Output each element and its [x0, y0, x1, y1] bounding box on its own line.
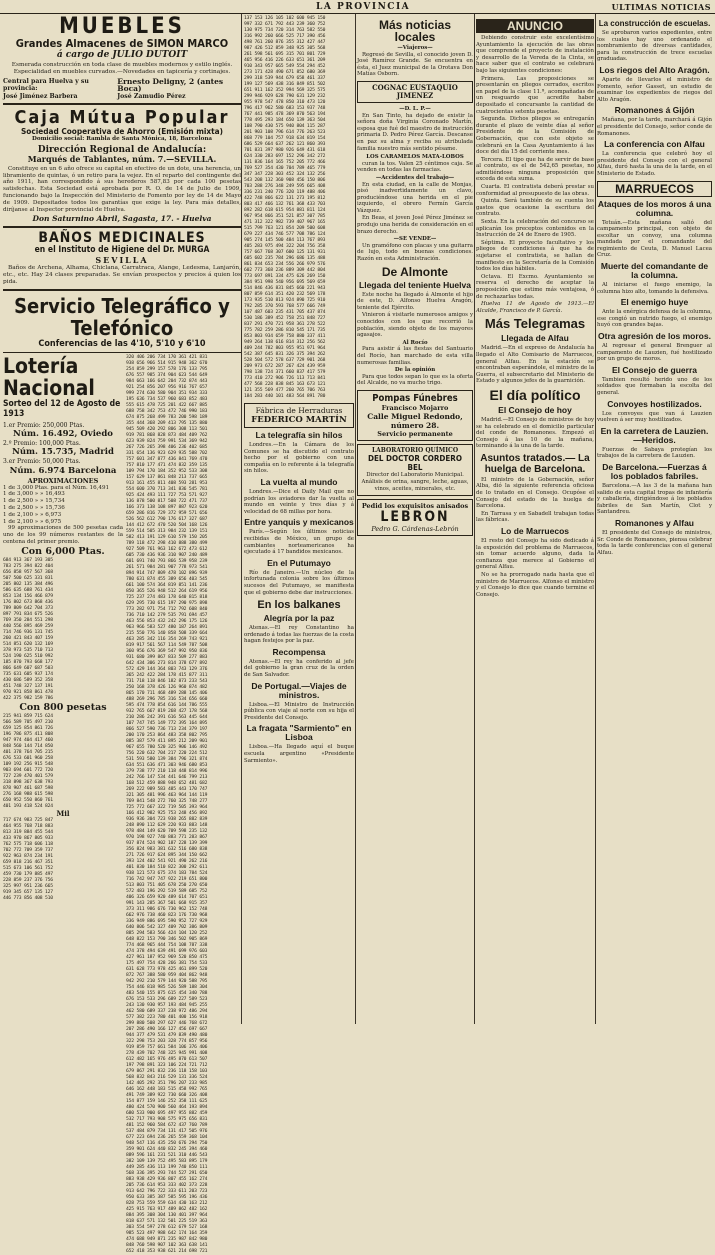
ad-muebles-right: Ernesto Deligny, 2 (antes Boca): [117, 76, 224, 94]
column-rule: [474, 14, 475, 1024]
column-3: Más noticias locales —Viajeros— Regresó de Sevilla, el conocido joven D. José Ramírez Grande. Se encuentra en ésta, el Juez municipal de la Orotava Don Matías Osborn. COGNAC EUSTAQUIO JIMENEZ —D. L. P.— En San Tinto, ha dejado de existir la señora doña Virginia Coronado Martín, esposa que fué del maestro de instrucción primaria D. Pedro Pérez García. Descanse en paz su alma y reciba su atribulada familia nuestro más sentido pésame. LOS CARAMELOS MATA-LOBOS curan la tos. Valen 25 céntimos caja. Se venden en todas las farmacias. —Accidentes del trabajo— En esta ciudad, en la calle de Monjas, pisó inadvertidamente un clavo, produciéndose una herida en el pie izquierdo, el obrero Fermín García Vázquez. En Beas, el joven José Pérez Jiménez se produjo una herida de consideración en el brazo derecho. —SE VENDE— Un gramófono con placas y una guitarra de lujo, todo en buenas condiciones. Razón en esta Administración. De Almonte Llegada del teniente Huelva Este noche ha llegado á Almonte el hijo de este, D. Alfonso Huelva Aragón, teniente del Ejército. Vinieron á visitarle numerosos amigos y conocidos con los que recorrió la población, siendo objeto de los mayores agasajos. Al Rocío Para asistir á las fiestas del Santuario del Rocío, han marchado de esta villa numerosas familias. De la opinión Para que todos sepan lo que es la oferta del Alcalde, no va mucho trigo. Pompas Fúnebres Francisco Mojarro Calle Miguel Redondo, número 28. Servicio permanente LABORATORIO QUÍMICO DEL DOCTOR CORDERO BEL Director del Laboratorio Municipal. Análisis de orina, sangre, leche, aguas, vinos, aceites, minerales, etc. Pedid los exquisitos anisados LEBRON Pedro G. Cárdenas-Lebrón: [357, 16, 473, 1020]
prize-3-number: Núm. 6.974 Barcelona: [9, 465, 117, 476]
approx-row: 1 de 3,000 Ptas. para el Núm. 16,491: [3, 484, 110, 491]
h-telegrafia: La telegrafía sin hilos: [255, 430, 343, 440]
approx-row: 1 de 2,100 » » 6,975: [3, 518, 62, 525]
ad-herraduras-title: Fábrica de Herraduras: [255, 406, 343, 415]
list-mil: 717 674 983 725 847 464 955 768 718 883 813 319 884 455 544 433 970 867 805 933 762 575 718 606 118 702 772 709 359 737 922 963 874 234 191 659 818 216 467 351 515 673 106 561 752 459 730 179 885 497 228 859 237 376 756 325 997 951 236 665 919 345 657 135 127 446 773 856 408 510: [3, 818, 53, 902]
column-rule: [595, 14, 596, 1024]
approx-row: 1 de 2,500 » » 15,736: [3, 504, 65, 511]
h-riegos: Los riegos del Alto Aragón.: [599, 64, 710, 75]
prize-3-label: 3.er Premio: 50,000 Ptas.: [3, 458, 81, 466]
ad-funebres-name: Francisco Mojarro: [381, 403, 449, 412]
approx-row: 1 de 2,500 » » 15,734: [3, 498, 65, 505]
ad-muebles-title: MUEBLES: [59, 14, 185, 39]
h-llegada-alfau: Llegada de Alfau: [501, 333, 569, 344]
loteria-draw: Sorteo del 12 de Agosto de 1913: [3, 398, 121, 419]
h-sarmiento: La fragata "Sarmiento" en Lisboa: [246, 723, 352, 743]
h-opinion: De la opinión: [394, 367, 436, 374]
h-mas-noticias: Más noticias locales: [378, 18, 452, 44]
h-yanquis: Entre yanquis y mexicanos: [244, 517, 354, 528]
h-marruecos-section: MARRUECOS: [597, 181, 712, 197]
prize-1-number: Núm. 16.492, Oviedo: [13, 429, 113, 440]
h-barcelona: De Barcelona.—Fuerzas á los poblados fabriles.: [602, 461, 707, 481]
ad-lebron-title: LEBRON: [380, 509, 450, 526]
masthead-title: LA PROVINCIA: [316, 2, 411, 12]
h-almonte: De Almonte: [381, 264, 449, 279]
h-dlp: —D. L. P.—: [399, 105, 431, 112]
ad-caja-sign: Don Saturnino Abril, Sagasta, 17. - Huelva: [32, 213, 212, 223]
h-ataques: Ataques de los moros á una columna.: [597, 198, 712, 218]
ad-muebles: [3, 16, 241, 100]
h-llegada-huelva: Llegada del teniente Huelva: [359, 279, 471, 290]
lottery-numbers-top: 137 153 126 105 102 600 945 150 997 332 671 792 443 239 360 752 130 975 734 720 314 763 582 550 316 992 260 666 525 717 390 456 498 761 260 876 355 312 427 447 987 426 512 859 348 925 305 568 261 598 561 695 315 701 801 729 465 956 416 226 633 651 361 209 910 343 957 665 549 554 294 452 273 171 428 490 671 852 680 369 299 318 539 944 679 658 461 337 199 127 569 438 316 849 851 502 651 911 162 352 994 569 325 575 299 946 929 628 790 631 129 232 955 978 547 478 850 310 473 120 796 417 962 580 683 153 937 748 767 441 985 478 369 870 563 194 778 495 293 184 650 139 363 504 108 790 430 575 940 804 115 287 201 903 108 796 614 776 263 523 868 779 104 757 918 634 819 154 686 529 664 637 262 121 860 393 701 831 397 980 926 649 431 618 624 330 283 697 152 296 342 272 131 836 164 165 752 205 772 466 769 527 354 430 704 789 465 779 347 347 228 303 452 324 132 256 543 208 132 360 908 456 150 806 703 288 276 348 249 595 665 408 336 231 240 776 320 119 488 406 422 748 866 622 131 273 195 812 803 417 466 132 761 368 433 703 892 282 618 615 954 881 811 124 967 954 866 351 521 857 307 785 471 312 322 982 739 407 967 165 515 799 763 121 854 209 500 608 679 227 434 746 577 708 786 124 905 274 145 500 484 113 767 893 405 283 975 494 322 204 756 358 757 667 768 307 600 125 131 931 605 602 235 784 296 686 135 488 861 834 653 234 556 266 979 576 602 773 368 236 889 309 442 804 773 697 891 334 475 626 269 150 384 951 998 540 956 695 569 659 514 846 436 831 845 660 221 943 807 859 614 351 420 232 569 178 173 935 510 813 924 890 725 910 792 285 370 593 768 577 666 749 107 487 603 235 431 705 437 874 530 186 389 452 758 251 848 727 837 291 470 721 958 361 278 522 775 782 259 286 810 545 171 735 853 803 934 659 758 880 337 411 949 264 138 616 814 312 256 562 409 244 782 803 955 951 971 964 542 387 645 831 326 375 394 262 528 504 572 578 637 729 901 268 209 973 672 287 267 424 439 959 798 138 724 371 660 837 417 579 773 410 272 906 726 113 713 841 477 568 228 838 845 163 673 121 121 355 569 477 260 765 706 763 184 283 440 101 483 564 891 780: [244, 16, 326, 399]
h-portugal: De Portugal.—Viajes de ministros.: [251, 680, 347, 700]
masthead: [0, 0, 715, 14]
h-800: Con 800 pesetas: [19, 702, 107, 714]
ad-caja-direccion-2: Marqués de Tablantes, núm. 7.—SEVILLA.: [27, 153, 217, 164]
ad-muebles-line: á cargo de JULIO DUTOIT: [56, 50, 188, 60]
ad-funebres: [357, 390, 473, 441]
h-enemigo-huye: El enemigo huye: [620, 297, 689, 308]
ad-banos-city: SEVILLA: [95, 254, 149, 265]
h-accidentes: —Accidentes del trabajo—: [375, 174, 455, 181]
h-putumayo: En el Putumayo: [267, 557, 331, 568]
ad-lebron: [357, 499, 473, 536]
h-convoyes: Convoyes hostilizados.: [607, 398, 702, 409]
ad-muebles-subtitle: Grandes Almacenes de SIMON MARCO: [15, 37, 229, 50]
ad-banos-subtitle: en el Instituto de Higiene del Dr. MURGA: [34, 245, 210, 256]
telegraph-title: Servicio Telegráfico y Telefónico: [14, 293, 230, 340]
h-caramelos: LOS CARAMELOS MATA-LOBOS: [366, 154, 464, 161]
ad-cordero-name: DEL DOCTOR CORDERO BEL: [368, 454, 462, 473]
h-romanones-gijon: Romanones á Gijón: [614, 105, 695, 116]
ad-caja-mutua: [3, 108, 241, 223]
h-consejo-guerra: El Consejo de guerra: [611, 364, 698, 375]
telegraph-subtitle: Conferencias de las 4'10, 5'10 y 6'10: [38, 338, 206, 349]
h-otra-agresion: Otra agresión de los moros.: [598, 331, 711, 342]
ad-caja-direccion: Dirección Regional de Andalucía:: [37, 144, 207, 155]
list-800: 215 941 859 715 624 566 589 705 497 210 659 125 854 861 726 196 786 875 411 808 947 974 404 417 460 848 560 144 714 850 401 378 764 705 215 676 533 601 960 258 109 192 256 915 548 903 694 601 772 720 727 239 470 401 579 318 898 367 638 793 878 907 461 687 598 276 168 988 615 598 650 952 550 860 761 401 193 418 524 824: [3, 714, 53, 810]
prize-2-label: 2.º Premio: 100,000 Ptas.: [3, 440, 81, 448]
prize-2-number: Núm. 15.735, Madrid: [12, 447, 114, 458]
ad-muebles-left: Central para Huelva y su provincia:: [3, 77, 89, 93]
column-5: La construcción de escuelas. Se aprobaron varios expedientes, entre los cuales hay uno ordenando el nombramiento de diversas cantidades, para la construcción de trece escuelas graduadas. Los riegos del Alto Aragón. Aparte de llevarlos el ministro de Fomento, señor Gasset, un estudio de examinar los expedientes de riegos del Alto Aragón. Romanones á Gijón Mañana, por la tarde, marchará á Gijón el presidente del Consejo, señor conde de Romanones. La conferencia con Alfau La conferencia que celebró hoy el presidente del Consejo con el general Alfau, duró hasta la una de la tarde, en el Ministerio de Estado. MARRUECOS Ataques de los moros á una columna. Tetuán.—Esta mañana salió del campamento principal, con objeto de escoltar un convoy, una columna mandada por el comandante del regimiento de Ceuta, D. Manuel Lacea Cruz. Muerte del comandante de la columna. Al iniciarse el fuego enemigo, la columna hizo alto, tomando la defensiva. El enemigo huye Ante la enérgica defensa de la columna, ese congió un nutrido fuego, el enemigo huyó con grandes bajas. Otra agresión de los moros. Al regresar el general Brenguer al campamento de Lauzien, fué hostilizado por un grupo de moros. El Consejo de guerra Tambien resultó herido uno de los soldados que formaban la escolta del general. Convoyes hostilizados. Los convoyes que van á Lauzien vuelven á ser muy hostilizados. En la carretera de Lauzien.—Heridos. Fuerzas de Sabaya protegían los trabajos de la carretera de Lauzien. De Barcelona.—Fuerzas á los poblados fabriles. Barcelona.—A las 3 de la mañana han salido de esta capital tropas de infantería y caballería, dirigiéndose á los poblados fabriles de San Martín, Clot y Santandreu. Romanones y Alfau El presidente del Consejo de ministros, Sr. Conde de Romanones, piensa celebrar toda la tarde conferencias con el general Alfau.: [597, 19, 712, 556]
ad-muebles-body: Esmerada construcción en toda clase de muebles modernos y estilo inglés. Especialidad en muebles curvados.—Novedades en tapicería y cortinajes.: [11, 62, 233, 75]
masthead-section: ULTIMAS NOTICIAS: [611, 2, 711, 12]
h-romanones-alfau: Romanones y Alfau: [614, 517, 695, 528]
h-alegria: Alegría por la paz: [263, 613, 335, 624]
ad-funebres-addr: Calle Miguel Redondo, número 28.: [367, 411, 463, 430]
h-rocio: Al Rocío: [402, 339, 428, 346]
ad-caja-domicilio: Domicilio social: Rambla de Santa Mónica, 18, Barcelona: [31, 136, 213, 143]
column-1: [3, 14, 241, 1254]
column-rule: [355, 14, 356, 1024]
ad-banos-title: BAÑOS MEDICINALES: [38, 230, 206, 247]
ad-funebres-service: Servicio permanente: [377, 429, 453, 438]
h-6000: Con 6,000 Ptas.: [21, 546, 105, 558]
h-anuncio: ANUNCIO: [476, 19, 594, 33]
h-recompensa: Recompensa: [272, 646, 326, 657]
h-vuelta: La vuelta al mundo: [260, 476, 338, 487]
loteria-section: [3, 355, 241, 1255]
prize-1-label: 1.er Premio: 250,000 Ptas.: [3, 421, 85, 429]
h-mil: Mil: [56, 809, 70, 819]
h-balkanes: En los balkanes: [257, 599, 341, 612]
column-rule: [241, 14, 242, 1024]
h-conferencia-alfau: La conferencia con Alfau: [604, 139, 705, 150]
ad-muebles-left-name: José Jiménez Barbera: [3, 92, 78, 100]
ad-banos: [3, 231, 241, 286]
h-marruecos: Lo de Marruecos: [500, 526, 570, 537]
h-carretera: En la carretera de Lauzien.—Heridos.: [600, 425, 709, 445]
prize-1: [3, 422, 123, 477]
ad-muebles-right-name: José Zamudio Pérez: [117, 92, 186, 100]
h-escuelas: La construcción de escuelas.: [598, 19, 711, 28]
h-consejo-hoy: El Consejo de hoy: [498, 404, 572, 415]
lottery-numbers: 320 406 206 734 170 361 421 831 938 656 966 514 915 948 362 670 254 859 299 157 578 176 133 795 676 557 985 374 904 623 544 649 984 663 166 642 204 732 874 443 921 254 856 207 956 916 767 657 999 274 630 580 904 351 934 333 195 636 734 537 960 683 852 483 555 615 478 725 201 422 667 885 688 758 342 753 472 746 990 183 674 875 268 499 783 200 598 189 355 444 368 209 413 795 135 880 945 509 420 292 806 308 113 501 919 781 868 828 873 484 409 762 623 939 824 759 991 534 369 942 267 726 265 398 406 236 402 685 331 654 136 923 629 935 588 702 757 601 347 877 436 841 769 470 757 810 177 471 474 832 359 135 109 794 170 184 352 952 533 308 157 629 137 861 848 213 737 665 913 161 455 811 408 593 281 953 554 600 370 713 341 836 545 781 925 424 493 111 727 753 571 927 136 878 500 817 508 722 471 737 166 373 138 108 897 887 923 620 659 286 816 729 372 959 571 656 526 562 612 790 176 617 327 687 144 412 672 470 520 504 168 126 559 514 505 313 984 232 139 151 582 413 191 129 610 579 150 205 789 118 472 298 410 888 380 499 927 509 761 963 162 672 473 612 605 730 436 936 310 907 240 489 601 691 740 793 866 539 958 239 261 571 984 281 907 778 973 541 894 914 747 809 478 102 896 939 780 631 874 455 389 656 403 545 661 100 574 364 819 851 141 236 850 365 526 948 512 264 619 956 725 237 274 483 178 640 815 818 629 295 730 615 197 290 975 898 773 282 971 754 712 792 608 840 736 710 142 279 535 791 694 457 463 556 853 432 242 296 175 126 963 966 583 527 480 187 264 891 215 550 776 140 858 508 339 664 463 285 342 116 354 269 743 921 819 917 561 567 114 549 787 508 360 956 676 369 547 992 950 836 931 680 399 867 833 509 277 883 642 434 306 273 814 378 677 892 572 429 144 364 803 743 129 376 365 242 422 284 178 415 877 311 731 718 118 846 182 873 233 543 250 168 378 426 126 960 874 482 865 170 711 468 489 288 145 406 488 269 296 785 316 534 656 660 595 474 778 854 616 144 786 555 932 765 667 819 268 427 178 568 210 286 242 391 616 563 445 644 107 747 745 149 772 395 164 895 866 527 590 736 713 234 379 197 200 170 253 864 483 358 802 795 885 387 579 411 895 212 209 901 967 655 780 520 325 906 146 492 756 220 632 704 217 220 224 512 531 593 580 139 384 796 321 874 634 551 636 471 303 946 680 853 379 738 777 210 118 448 814 996 242 766 147 534 441 646 799 213 168 512 459 888 948 652 481 682 269 222 989 583 485 443 170 747 321 305 481 996 463 964 144 119 769 841 548 272 760 325 748 277 725 772 667 322 719 505 393 964 166 412 982 925 753 248 456 892 936 936 304 723 938 265 882 839 248 890 112 629 220 933 883 148 978 484 149 620 709 598 235 132 970 198 927 740 883 771 283 867 937 874 524 902 187 228 139 399 356 824 983 381 632 516 680 838 271 726 917 624 895 344 150 662 393 124 402 541 921 490 262 216 401 830 184 510 822 300 292 611 938 121 573 675 374 183 784 524 716 742 947 747 922 219 651 800 513 803 751 405 678 250 270 650 572 483 196 292 519 589 685 752 406 326 659 920 489 614 707 651 991 143 285 367 501 668 915 357 373 311 986 676 730 962 152 748 662 976 738 460 823 176 730 968 336 949 886 695 590 952 727 929 640 806 542 327 409 702 386 809 885 294 583 566 424 104 120 252 648 822 153 790 346 502 905 869 774 468 965 444 754 108 787 338 474 378 494 639 491 699 976 603 427 961 187 952 969 520 850 475 175 497 754 428 266 381 754 533 631 628 773 978 425 461 899 520 872 767 388 580 959 404 862 948 942 292 210 579 144 920 588 795 754 446 818 985 526 589 188 304 483 540 155 875 615 454 340 788 676 153 533 296 689 227 589 523 243 130 930 957 193 484 945 255 462 580 689 337 238 972 486 294 577 382 223 780 401 400 156 918 299 880 508 297 627 446 768 672 207 286 490 166 127 456 697 667 944 377 479 531 479 839 490 480 322 298 753 203 328 774 857 956 919 859 757 661 584 106 376 406 278 439 702 748 325 945 991 408 612 482 165 976 495 870 613 507 197 798 891 323 106 224 721 712 679 867 291 832 236 118 158 103 568 832 843 216 529 131 336 524 142 405 292 351 796 207 233 985 646 162 448 183 515 458 992 765 491 749 389 922 730 660 326 408 154 877 159 146 252 358 111 625 480 424 570 900 560 464 193 894 680 533 900 695 497 955 882 459 532 717 793 908 575 975 656 831 481 152 960 584 672 437 760 789 537 484 879 734 131 417 505 976 677 223 694 236 265 559 368 104 948 547 116 435 250 676 294 750 359 901 624 440 832 245 394 460 889 596 161 231 521 310 446 543 382 109 139 752 495 583 895 179 449 285 436 113 199 740 850 111 568 336 395 293 744 527 291 650 883 938 429 936 807 455 162 274 205 736 614 953 333 402 373 228 913 642 796 722 333 611 203 723 950 633 385 387 585 595 196 436 828 753 559 559 634 430 163 212 425 915 763 917 489 862 482 162 884 395 308 304 130 401 397 964 818 637 571 132 501 225 519 363 303 554 597 278 612 679 527 168 985 523 497 988 642 174 164 359 474 688 949 871 235 987 842 980 848 760 598 907 102 363 638 141 652 418 353 938 621 214 698 721: [126, 354, 208, 1254]
loteria-title: Lotería Nacional: [3, 353, 95, 400]
column-2: 137 153 126 105 102 600 945 150 997 332 671 792 443 239 360 752 130 975 734 720 314 763 582 550 316 992 260 666 525 717 390 456 498 761 260 876 355 312 427 447 987 426 512 859 348 925 305 568 261 598 561 695 315 701 801 729 465 956 416 226 633 651 361 209 910 343 957 665 549 554 294 452 273 171 428 490 671 852 680 369 299 318 539 944 679 658 461 337 199 127 569 438 316 849 851 502 651 911 162 352 994 569 325 575 299 946 929 628 790 631 129 232 955 978 547 478 850 310 473 120 796 417 962 580 683 153 937 748 767 441 985 478 369 870 563 194 778 495 293 184 650 139 363 504 108 790 430 575 940 804 115 287 201 903 108 796 614 776 263 523 868 779 104 757 918 634 819 154 686 529 664 637 262 121 860 393 701 831 397 980 926 649 431 618 624 330 283 697 152 296 342 272 131 836 164 165 752 205 772 466 769 527 354 430 704 789 465 779 347 347 228 303 452 324 132 256 543 208 132 360 908 456 150 806 703 288 276 348 249 595 665 408 336 231 240 776 320 119 488 406 422 748 866 622 131 273 195 812 803 417 466 132 761 368 433 703 892 282 618 615 954 881 811 124 967 954 866 351 521 857 307 785 471 312 322 982 739 407 967 165 515 799 763 121 854 209 500 608 679 227 434 746 577 708 786 124 905 274 145 500 484 113 767 893 405 283 975 494 322 204 756 358 757 667 768 307 600 125 131 931 605 602 235 784 296 686 135 488 861 834 653 234 556 266 979 576 602 773 368 236 889 309 442 804 773 697 891 334 475 626 269 150 384 951 998 540 956 695 569 659 514 846 436 831 845 660 221 943 807 859 614 351 420 232 569 178 173 935 510 813 924 890 725 910 792 285 370 593 768 577 666 749 107 487 603 235 431 705 437 874 530 186 389 452 758 251 848 727 837 291 470 721 958 361 278 522 775 782 259 286 810 545 171 735 853 803 934 659 758 880 337 411 949 264 138 616 814 312 256 562 409 244 782 803 955 951 971 964 542 387 645 831 326 375 394 262 528 504 572 578 637 729 901 268 209 973 672 287 267 424 439 959 798 138 724 371 660 837 417 579 773 410 272 906 726 113 713 841 477 568 228 838 845 163 673 121 121 355 569 477 260 765 706 763 184 283 440 101 483 564 891 780 Fábrica de Herraduras FEDERICO MARTÍN La telegrafía sin hilos Londres.—En la Cámara de los Comunes se ha discutido el contrato hecho por el gobierno con una compañía en lo referente á la telegrafía sin hilos. La vuelta al mundo Londres.—Dice el Daily Mail que no podrían los aviadores dar la vuelta al mundo en veinte y tres días y á velocidad de 68 millas por hora. Entre yanquis y mexicanos París.—Según los últimos noticias recibidas de México, un grupo de cambiantes norteamericanos ha ejecutado á 17 bandidos mexicanos. En el Putumayo Río de Janeiro.—Un núcleo de la infortunada colonia sobre los últimos sucesos del Putumayo, se manifiesta que el gobierno debe dar instrucciones. En los balkanes Alegría por la paz Atenas.—El rey Constantino ha ordenado á todas las fuerzas de la costa hagan festejos por la paz. Recompensa Atenas.—El rey ha conferido al jefe del gobierno la gran cruz de la orden de San Salvador. De Portugal.—Viajes de ministros. Lisboa.—El Ministro de Instrucción pública con viaje al norte con su hija el Presidente del Consejo. La fragata "Sarmiento" en Lisboa Lisboa.—Ha llegado aquí el buque escuela argentino «Presidente Sarmiento».: [244, 16, 354, 764]
column-4: ANUNCIO Debiendo construir este excelentísimo Ayuntamiento la ejecución de las obras que comprende el proyecto de instalación y desarrollo de la Vereda de la Cinta, se hace saber que el contrato se celebrará bajo las siguientes condiciones: Primera. Las proposiciones se presentarán en pliegos cerrados, escritos en papel de la clase 11.ª, acompañadas de un resguardo que acredite haber depositado el concursante la cantidad de cuatrocientas setenta pesetas. Segunda. Dichos pliegos se entregarán durante el plazo de veinte días al señor Presidente de la Comisión de Gobernación, que con este objeto se celebrará en la Casa Ayuntamiento á las doce del día 15 del corriente mes. Tercera. El tipo que ha de servir de base al contrato, es el de 542,65 pesetas, no admitiéndose ninguna proposición que exceda de esta suma. Cuarta. El contratista deberá prestar su conformidad al presupuesto de las obras. Quinta. Será también de su cuenta los gastos que ocasione la escritura del contrato. Sexta. En la celebración del concurso se aplicarán los preceptos contenidos en la Instrucción de 24 de Enero de 1905. Séptima. El proyecto facultativo y los pliegos de condiciones á que ha de sujetarse el contratista, se hallan de manifiesto en la Secretaría de la Comisión todos los días hábiles. Octava. El Excmo. Ayuntamiento se reserva el derecho de aceptar la proposición que estime más ventajosa, ó de rechazarlas todas. Huelva 11 de Agosto de 1913.—El Alcalde, Francisco de P. García. Más Telegramas Llegada de Alfau Madrid.—En el expreso de Andalucía ha llegado el Alto Comisario de Marruecos, general Alfau. En la estación se encontraban esperándole, el ministro de la Guerra, el subsecretario del Ministerio de Estado y algunos jefes de la guarnición. El día político El Consejo de hoy Madrid.—El Consejo de ministros de hoy se ha celebrado en el domicilio particular del conde de Romanones. Empezó el Consejo á las 10 de la mañana, terminando á la una de la tarde. Asuntos tratados.— La huelga de Barcelona. El ministro de la Gobernación, señor Alba, dió la siguiente referencia oficiosa de lo tratado en el Consejo. Ocupóse el Consejo del estado de la huelga de Barcelona. En Tarrasa y en Sabadell trabajan todas las fábricas. Lo de Marruecos El resto del Consejo ha sido dedicado á la exposición del problema de Marruecos, sin tomar acuerdo alguno, dada la confianza que merece al Gobierno el general Alfau. No se ha prorrogado nada hasta que el ministro de Marruecos. Alfonso el ministro y el Consejo lo dice que cuando termine el Consejo.: [476, 19, 594, 598]
ad-banos-body: Baños de Archena, Alhama, Chiclana, Carratraca, Alange, Ledesma, Lanjarón, etc., etc. Hay 24 clases preparadas. Se envían prospectos y precios á quien los pida.: [3, 264, 241, 285]
h-viajeros: —Viajeros—: [397, 45, 433, 51]
ad-funebres-title: Pompas Fúnebres: [372, 392, 458, 404]
h-asuntos: Asuntos tratados.— La huelga de Barcelona.: [480, 452, 590, 475]
h-mas-telegramas: Más Telegramas: [484, 316, 586, 332]
ad-lebron-line: Pedid los exquisitos anisados: [361, 502, 469, 511]
h-dia-politico: El día político: [489, 386, 581, 403]
ad-caja-subtitle: Sociedad Cooperativa de Ahorro (Emisión mixta): [20, 126, 224, 137]
ad-herraduras-name: FEDERICO MARTÍN: [251, 415, 347, 425]
approx-title: APROXIMACIONES: [27, 476, 99, 485]
ad-cordero-title: LABORATORIO QUÍMICO: [371, 446, 459, 454]
approx-note: 99 aproximaciones de 500 pesetas cada uno de los 99 números restantes de la centena del primer premio.: [3, 525, 123, 545]
h-vende: —SE VENDE—: [393, 236, 437, 243]
h-muerte: Muerte del comandante de la columna.: [600, 261, 709, 281]
approx-list: [3, 485, 123, 526]
ad-cognac: COGNAC EUSTAQUIO JIMENEZ: [357, 81, 473, 103]
ad-caja-title: Caja Mútua Popular: [14, 107, 230, 129]
list-6000: 684 913 367 193 305 783 275 394 822 404 656 858 957 567 368 507 500 625 331 831 205 802 135 384 496 586 635 688 761 434 853 134 156 466 879 176 802 673 868 436 789 809 642 704 373 897 791 834 675 526 769 350 284 551 298 440 556 895 469 259 714 746 936 131 745 260 421 843 407 159 514 851 620 132 169 378 973 535 710 713 524 190 625 510 992 185 870 793 668 177 866 649 607 687 503 735 631 605 937 174 430 686 589 352 358 451 748 327 137 191 970 921 858 861 478 422 375 982 159 786: [3, 558, 53, 702]
ad-lebron-sub: Pedro G. Cárdenas-Lebrón: [371, 525, 459, 534]
approx-row: 1 de 2,100 » » 6,973: [3, 511, 62, 518]
approx-row: 1 de 3,000 » » 16,493: [3, 491, 65, 498]
ad-herraduras: [244, 403, 354, 428]
ad-cordero: LABORATORIO QUÍMICO DEL DOCTOR CORDERO BEL Director del Laboratorio Municipal. Análisis de orina, sangre, leche, aguas, vinos, aceites, minerales, etc.: [357, 444, 473, 496]
ad-caja-body: Constituye en un 6 año ofrece su capital en efectivo de un dote, una herencia, un libramiento de quintas, ó un retiro para la vejez. En el reparto del contingente del año 1911, han correspondido á sus herederos 587,83 por cada 100 pesetas satisfechas. Esta Sociedad está aprobada por R. O. de 14 de Julio de 1909, funcionando bajo la Inspección del Ministerio de Fomento por ley de 14 de Mayo de 1909. Depositados todos los garantías que exige la ley. Para más detalles, diríjanse al Inspector provincial de Huelva.: [3, 165, 241, 214]
